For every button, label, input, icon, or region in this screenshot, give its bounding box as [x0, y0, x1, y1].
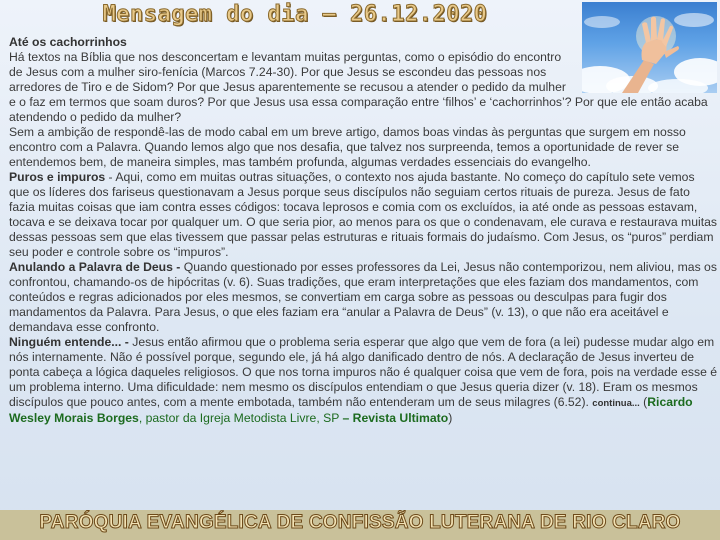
- page-title: Mensagem do dia – 26.12.2020: [102, 2, 488, 27]
- article-heading: Até os cachorrinhos: [9, 35, 127, 49]
- section-title: Puros e impuros: [9, 170, 106, 184]
- section-puros-e-impuros: [9, 170, 717, 260]
- section-text: Jesus então afirmou que o problema seria esperar que algo que vem de fora (a lei) pudesse mudar algo em nós internamente. Não é possível porque, segundo ele, já há algo danificado dentro de nós. A declaração de Jesus inverteu de ponta cabeça a lógica daqueles religiosos. O que nos torna impuros não é qualquer coisa que vem de fora, pois na verdade esse é um problema interno. Uma dificuldade: nem mesmo os discípulos entendiam o que Jesus queria dizer (v. 18). Eram os mesmos discípulos que pouco antes, com a mente embotada, também não entenderam um de seus milagres (6.52).: [9, 335, 718, 409]
- article: [9, 35, 717, 426]
- footer-text: PARÓQUIA EVANGÉLICA DE CONFISSÃO LUTERANA DE RIO CLARO: [39, 512, 681, 533]
- section-title: Anulando a Palavra de Deus -: [9, 260, 181, 274]
- credit-open: (: [639, 395, 648, 409]
- source-name: – Revista Ultimato: [342, 411, 449, 425]
- continua-label: continua...: [592, 398, 640, 409]
- section-anulando-a-palavra: [9, 260, 717, 335]
- section-text: - Aqui, como em muitas outras situações, o contexto nos ajuda bastante. No começo do capítulo sete vemos que os líderes dos fariseus questionavam a Jesus porque seus discípulos não seguiam certos rituais de pureza. Jesus de fato fazia muitas coisas que iam contra esses códigos: tocava leprosos e comia com os excluídos, ia até onde as pessoas estavam, tocava e se deixava tocar por qualquer um. O que seria pior, ao menos para os que o condenavam, ele curava e restaurava muitas dessas pessoas sem que elas tivessem que passar pelas estruturas e rituais formais do judaísmo. Com Jesus, os “puros” perdiam seu poder e controle sobre os “impuros”.: [9, 170, 717, 259]
- author-role: , pastor da Igreja Metodista Livre, SP: [138, 411, 343, 425]
- credit-close: ): [448, 411, 453, 425]
- author-name: Ricardo Wesley Morais Borges: [9, 395, 693, 425]
- section-text: Quando questionado por esses professores da Lei, Jesus não contemporizou, nem aliviou, mas os confrontou, chamando-os de hipócritas (v. 6). Suas tradições, que eram interpretações que eles faziam dos mandamentos, com conteúdos e regras adicionados por eles mesmos, se convertiam em carga sobre as pessoas ou desculpas para fugir dos mandamentos da Palavra. Para Jesus, o que eles faziam era “anular a Palavra de Deus” (v. 13), o que não era aceitável e demandava esse confronto.: [9, 260, 717, 334]
- section-ninguem-entende: [9, 335, 717, 426]
- photo-float-spacer: [575, 35, 717, 95]
- article-intro-text: Há textos na Bíblia que nos desconcertam e levantam muitas perguntas, como o episódio do encontro de Jesus com a mulher siro-fenícia (Marcos 7.24-30). Por que Jesus se escondeu das pessoas nos arredores de Tiro e de Sidom? Por que Jesus aparentemente se recusou a atender o pedido da mulher e o faz em termos que soam duros? Por que Jesus usa essa comparação entre ‘filhos’ e ‘cachorrinhos’? Por que ele então acaba atendendo o pedido da mulher?: [9, 50, 708, 124]
- article-paragraph-2: Sem a ambição de respondê-las de modo cabal em um breve artigo, damos boas vindas às perguntas que surgem em nosso encontro com a Palavra. Quando lemos algo que nos desafia, que talvez nos surpreenda, temos a oportunidade de rever se entendemos bem, de maneira simples, mas também profunda, algumas verdades essenciais do evangelho.: [9, 125, 686, 169]
- section-title: Ninguém entende... -: [9, 335, 129, 349]
